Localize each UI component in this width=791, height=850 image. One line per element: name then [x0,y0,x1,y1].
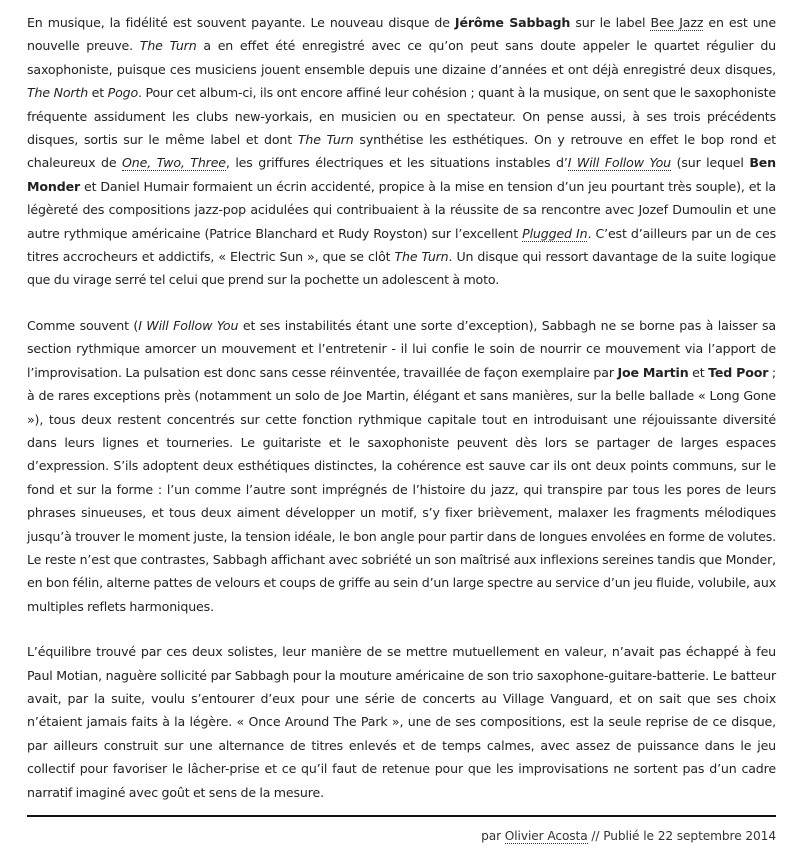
text-run: L’équilibre trouvé par ces deux solistes, leur manière de se mettre mutuellement en valeur, n’avait pas échappé à feu Paul Motian, naguère sollicité par Sabbagh pour la mouture américaine de son trio saxophone-guitare-batterie. Le batteur avait, par la suite, voulu s’entourer d’eux pour une série de concerts au Village Vanguard, et on sait que ses choix n’étaient jamais faits à la légère. « Once Around The Park », une de ses compositions, est la seule reprise de ce disque, par ailleurs construit sur une alternance de titres enlevés et de temps calmes, avec assez de puissance dans le jeu collectif pour favoriser le lâcher-prise et ce qu’il faut de retenue pour que les improvisations ne sortent pas d’un cadre narratif imaginé avec goût et sens de la mesure. [27,644,776,800]
text-run: . Un disque qui ressort davantage de la suite logique que du virage serré tel celui que prend sur la pochette un adolescent à moto. [27,249,776,288]
bold-name: Ted Poor [708,364,769,380]
text-run: synthétise les esthétiques. On y retrouve en effet le bop rond et chaleureux de [27,132,776,171]
byline-by-label: par [481,829,501,843]
inline-link[interactable]: One, Two, Three [122,155,226,171]
italic-title: Pogo [107,85,139,101]
text-run: (sur lequel [671,155,750,171]
bold-name: Ben Monder [27,155,776,194]
text-run: a en effet été enregistré avec ce qu’on peut sans doute appeler le quartet régulier du saxophoniste, puisque ces musiciens jouent ensemble depuis une dizaine d’années et ont déjà enregistré deux disques, [27,38,777,77]
published-date: 22 septembre 2014 [657,829,776,843]
text-run: et ses instabilités étant une sorte d’exception), Sabbagh ne se borne pas à laisser sa section rythmique amorcer un mouvement et l’entretenir - il lui confie le soin de nourrir ce mouvement via l’apport de l’improvisation. La pulsation est donc sans cesse réinventée, travaillée de façon exemplaire par [27,317,776,380]
italic-title: The Turn [297,132,354,148]
text-run: et Daniel Humair formaient un écrin accidenté, propice à la mise en tension d’un jeu pourtant très souple), et la légèreté des compositions jazz-pop acidulées qui contribuaient à la réussite de sa rencontre avec Jozef Dumoulin et une autre rythmique américaine (Patrice Blanchard et Rudy Royston) sur l’excellent [27,178,776,241]
italic-title: The Turn [394,249,449,265]
inline-link[interactable]: Plugged In [522,225,588,241]
author-link[interactable]: Olivier Acosta [504,829,588,843]
text-run: ; à de rares exceptions près (notamment un solo de Joe Martin, élégant et sans manières, sur la belle ballade « Long Gone »), tous deux restent concentrés sur cette fonction rythmique capitale tout en introduisant une réjouissante diversité dans leurs lignes et tourneries. Le guitariste et le saxophoniste peuvent dès lors se partager de larges espaces d’expression. S’ils adoptent deux esthétiques distinctes, la cohérence est sauve car ils ont deux points communs, sur le fond et sur la forme : l’un comme l’autre sont imprégnés de l’histoire du jazz, qui transpire par tous les pores de leurs phrases sinueuses, et tous deux aiment développer un motif, s’y fixer brièvement, malaxer les fragments mélodiques jusqu’à trouver le moment juste, la tension idéale, le bon angle pour partir dans de longues envolées en forme de volutes. Le reste n’est que contrastes, Sabbagh affichant avec sobriété un son maîtrisé aux inflexions sereines tandis que Monder, en bon félin, alterne pattes de velours et coups de griffe au sein d’un large spectre au service d’un jeu fluide, volubile, aux multiples reflets harmoniques. [27,364,776,614]
footer-divider [27,815,776,817]
text-run: . Pour cet album-ci, ils ont encore affiné leur cohésion ; quant à la musique, on sent que le saxophoniste fréquente assidument les clubs new-yorkais, en musicien ou en spectateur. On pense aussi, à ses trois précédents disques, sortis sur le même label et dont [27,85,776,148]
text-run: et [88,85,108,101]
text-run: et [688,364,709,380]
article-body [27,11,776,804]
bold-name: Jérôme Sabbagh [454,15,571,30]
text-run: , les griffures électriques et les situations instables d’ [225,155,568,171]
text-run: . C’est d’ailleurs par un de ces titres accrocheurs et addictifs, « Electric Sun », que se clôt [27,225,776,265]
inline-link[interactable]: Bee Jazz [650,15,704,30]
text-run: sur le label [570,15,651,30]
inline-link[interactable]: I Will Follow You [567,155,671,171]
article-byline [481,827,776,845]
byline-separator: // [591,829,600,843]
text-run: en est une nouvelle preuve. [27,15,776,54]
italic-title: The North [27,85,89,101]
italic-title: The Turn [139,38,197,54]
bold-name: Joe Martin [617,364,689,380]
article-paragraph-3 [27,640,776,804]
article-paragraph-2 [27,314,776,618]
italic-title: I Will Follow You [138,317,239,333]
text-run: Comme souvent ( [27,317,139,333]
article-paragraph-1 [27,11,776,292]
published-label: Publié le [603,829,654,843]
text-run: En musique, la fidélité est souvent payante. Le nouveau disque de [27,15,455,30]
